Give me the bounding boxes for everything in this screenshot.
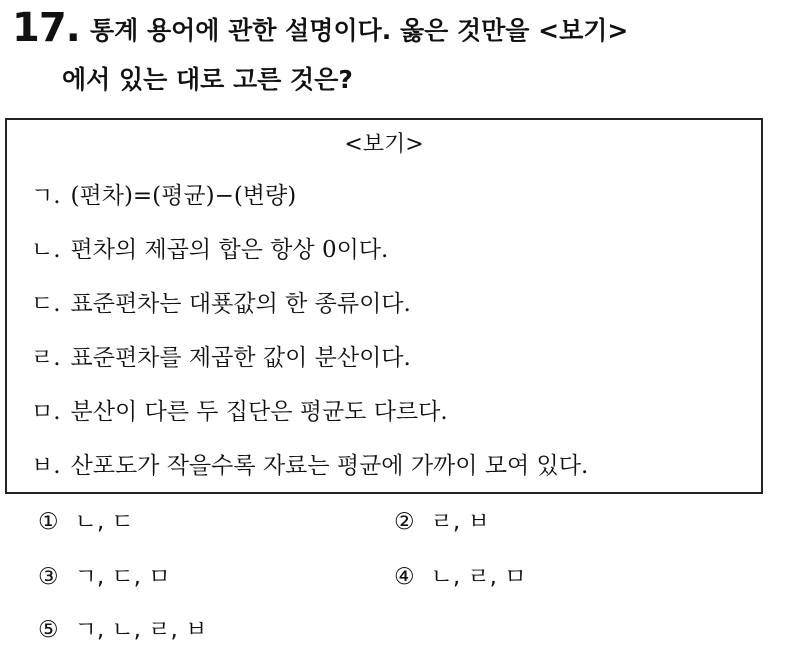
bogi-item-key: ㅂ. (31, 453, 61, 479)
bogi-item-digeut (31, 288, 411, 320)
bogi-item-text: 편차의 제곱의 합은 항상 0이다. (70, 237, 389, 263)
bogi-item-giyeok (31, 180, 296, 212)
choice-number: ① (38, 509, 59, 535)
bogi-item-bieup (31, 450, 588, 482)
choice-text: ㄴ, ㄷ (74, 509, 134, 535)
answer-choice-4[interactable] (394, 561, 527, 593)
bogi-item-text: 산포도가 작을수록 자료는 평균에 가까이 모여 있다. (70, 453, 589, 479)
question-stem-line-1: 통계 용어에 관한 설명이다. 옳은 것만을 <보기> (90, 16, 629, 45)
choice-text: ㄱ, ㄷ, ㅁ (74, 564, 171, 590)
bogi-title: <보기> (344, 132, 424, 157)
answer-choice-5[interactable] (38, 614, 207, 646)
bogi-item-text: (편차)=(평균)−(변량) (70, 183, 297, 209)
choice-text: ㄱ, ㄴ, ㄹ, ㅂ (74, 617, 208, 643)
choice-number: ⑤ (38, 617, 59, 643)
bogi-item-mieum (31, 396, 448, 428)
bogi-item-key: ㅁ. (31, 399, 61, 425)
bogi-item-key: ㄷ. (31, 291, 61, 317)
choice-number: ④ (394, 564, 415, 590)
choice-number: ③ (38, 564, 59, 590)
bogi-item-rieul (31, 342, 411, 374)
bogi-item-text: 분산이 다른 두 집단은 평균도 다르다. (70, 399, 448, 425)
bogi-item-text: 표준편차는 대푯값의 한 종류이다. (70, 291, 411, 317)
choice-text: ㄹ, ㅂ (430, 509, 490, 535)
bogi-box (5, 118, 763, 494)
bogi-item-key: ㄴ. (31, 237, 61, 263)
question-number: 17. (12, 5, 80, 51)
bogi-item-key: ㄹ. (31, 345, 61, 371)
question-stem-line-2: 에서 있는 대로 고른 것은? (62, 65, 353, 94)
choice-number: ② (394, 509, 415, 535)
bogi-item-key: ㄱ. (31, 183, 61, 209)
bogi-item-nieun (31, 234, 388, 266)
answer-choice-2[interactable] (394, 506, 490, 538)
answer-choice-1[interactable] (38, 506, 134, 538)
choice-text: ㄴ, ㄹ, ㅁ (430, 564, 527, 590)
bogi-item-text: 표준편차를 제곱한 값이 분산이다. (70, 345, 411, 371)
answer-choice-3[interactable] (38, 561, 171, 593)
